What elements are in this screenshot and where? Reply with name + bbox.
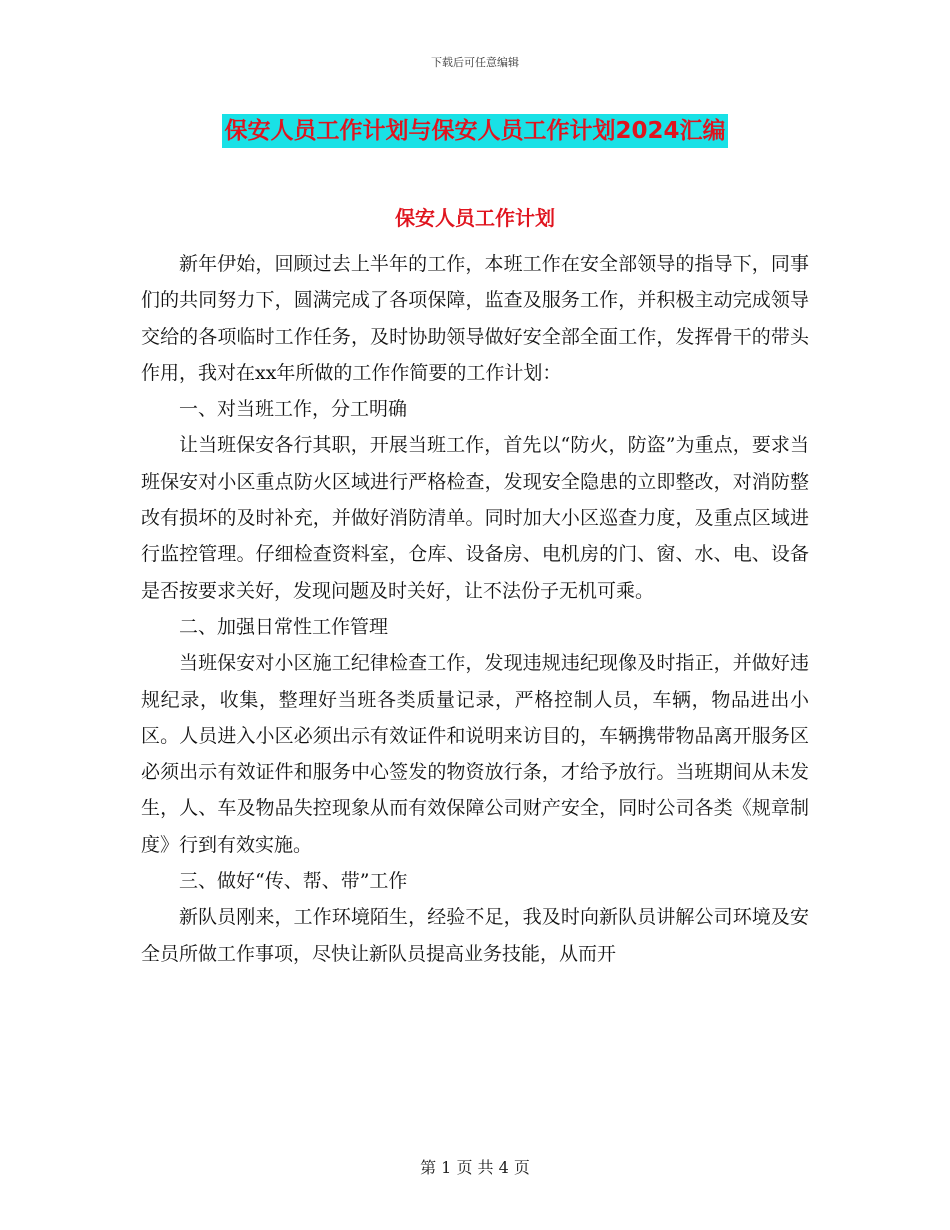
paragraph: 当班保安对小区施工纪律检查工作，发现违规违纪现像及时指正，并做好违规纪录，收集，整理好当班各类质量记录，严格控制人员，车辆，物品进出小区。人员进入小区必须出示有效证件和说明来访目的，车辆携带物品离开服务区必须出示有效证件和服务中心签发的物资放行条，才给予放行。当班期间从未发生，人、车及物品失控现象从而有效保障公司财产安全，同时公司各类《规章制度》行到有效实施。 [141, 652, 809, 856]
document-title-container [0, 114, 950, 148]
document-title: 保安人员工作计划与保安人员工作计划2024汇编 [222, 114, 727, 148]
paragraph: 新队员刚来，工作环境陌生，经验不足，我及时向新队员讲解公司环境及安全员所做工作事项，尽快让新队员提高业务技能，从而开 [141, 906, 809, 965]
subheading: 三、做好“传、帮、带”工作 [179, 870, 408, 893]
page-header-note: 下载后可任意编辑 [431, 56, 519, 69]
document-body [141, 246, 809, 972]
page-number: 第 1 页 共 4 页 [420, 1158, 530, 1177]
paragraph: 让当班保安各行其职，开展当班工作，首先以“防火，防盗”为重点，要求当班保安对小区重点防火区域进行严格检查，发现安全隐患的立即整改，对消防整改有损坏的及时补充，并做好消防清单。同时加大小区巡查力度，及重点区域进行监控管理。仔细检查资料室，仓库、设备房、电机房的门、窗、水、电、设备是否按要求关好，发现问题及时关好，让不法份子无机可乘。 [141, 434, 809, 602]
paragraph: 新年伊始，回顾过去上半年的工作，本班工作在安全部领导的指导下，同事们的共同努力下，圆满完成了各项保障，监查及服务工作，并积极主动完成领导交给的各项临时工作任务，及时协助领导做好安全部全面工作，发挥骨干的带头作用，我对在xx年所做的工作作简要的工作计划： [141, 253, 809, 384]
section-title: 保安人员工作计划 [395, 206, 555, 230]
subheading: 二、加强日常性工作管理 [179, 615, 389, 638]
subheading: 一、对当班工作，分工明确 [179, 398, 408, 421]
